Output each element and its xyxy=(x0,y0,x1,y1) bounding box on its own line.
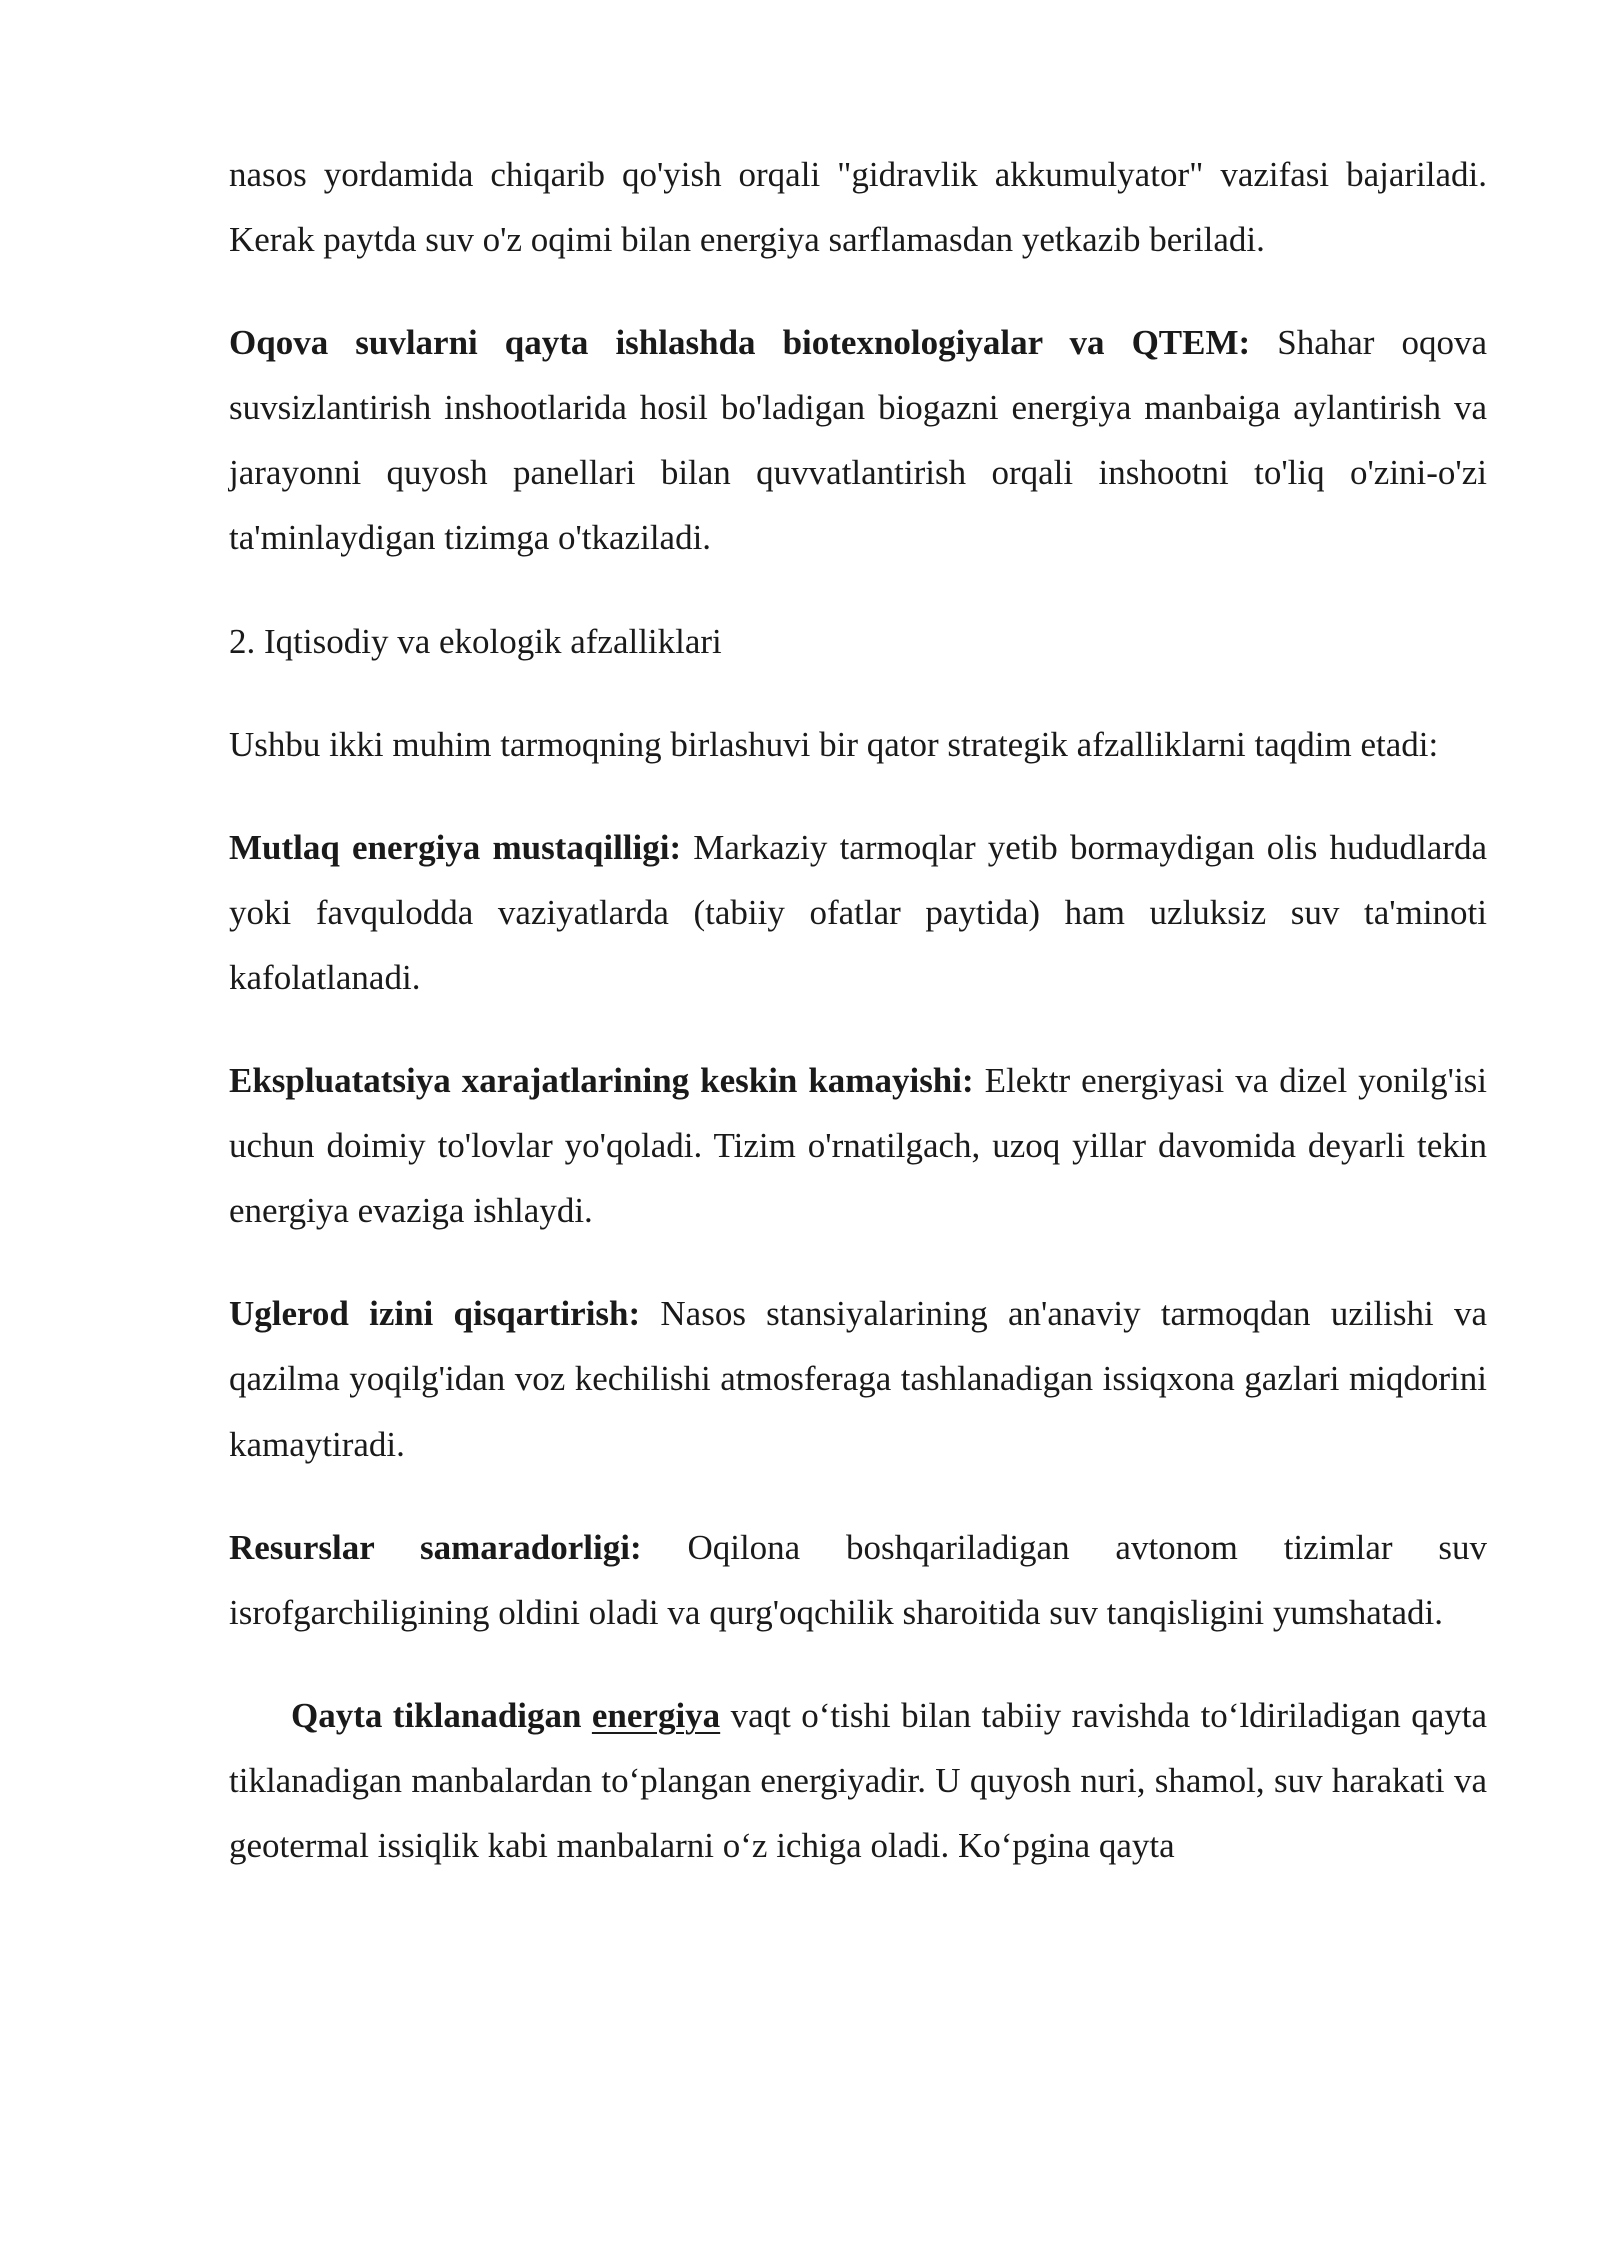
paragraph-energiya-mustaqilligi xyxy=(229,815,1487,1010)
paragraph-lead-bold: Ekspluatatsiya xarajatlarining keskin kamayishi: xyxy=(229,1061,974,1101)
paragraph-lead-bold: Mutlaq energiya mustaqilligi: xyxy=(229,827,682,867)
paragraph-oqova-suvlar xyxy=(229,310,1487,570)
paragraph-text: Elektr energiyasi va dizel yonilg'isi uchun doimiy to'lovlar yo'qoladi. Tizim o'rnatilgach, uzoq yillar davomida deyarli tekin energiya evaziga ishlaydi. xyxy=(229,1061,1488,1231)
paragraph-xarajatlar-kamayishi xyxy=(229,1048,1487,1243)
paragraph-text: Oqilona boshqariladigan avtonom tizimlar suv isrofgarchiligining oldini oladi va qurg'oqchilik sharoitida suv tanqisligini yumshatadi. xyxy=(229,1527,1487,1632)
paragraph-lead-bold: Resurslar samaradorligi: xyxy=(229,1527,642,1567)
paragraph-text: Shahar oqova suvsizlantirish inshootlarida hosil bo'ladigan biogazni energiya manbaiga aylantirish va jarayonni quyosh panellari bilan quvvatlantirish orqali inshootni to'liq o'zini-o'zi ta'minlaydigan tizimga o'tkaziladi. xyxy=(229,323,1487,558)
energiya-link[interactable]: energiya xyxy=(591,1695,721,1735)
paragraph-lead-bold: Qayta tiklanadigan xyxy=(291,1695,582,1735)
paragraph-text: nasos yordamida chiqarib qo'yish orqali "gidravlik akkumulyator" vazifasi bajariladi. Kerak paytda suv o'z oqimi bilan energiya sarflamasdan yetkazib beriladi. xyxy=(229,155,1487,260)
paragraph-text: Markaziy tarmoqlar yetib bormaydigan olis hududlarda yoki favqulodda vaziyatlarda (tabiiy ofatlar paytida) ham uzluksiz suv ta'minoti kafolatlanadi. xyxy=(229,827,1487,997)
paragraph-gidravlik-akkumulyator xyxy=(229,142,1487,272)
section-heading-text: 2. Iqtisodiy va ekologik afzalliklari xyxy=(229,621,722,661)
paragraph-text: vaqt oʻtishi bilan tabiiy ravishda toʻldiriladigan qayta tiklanadigan manbalardan toʻplangan energiyadir. U quyosh nuri, shamol, suv harakati va geotermal issiqlik kabi manbalarni oʻz ichiga oladi. Koʻpgina qayta xyxy=(229,1695,1488,1865)
paragraph-intro-afzalliklar xyxy=(229,712,1487,777)
paragraph-qayta-tiklanadigan-energiya xyxy=(229,1683,1487,1878)
paragraph-lead-bold: Uglerod izini qisqartirish: xyxy=(229,1294,641,1334)
section-heading-afzalliklar xyxy=(229,609,1487,674)
paragraph-resurslar-samaradorligi xyxy=(229,1515,1487,1645)
paragraph-text: Nasos stansiyalarining an'anaviy tarmoqdan uzilishi va qazilma yoqilg'idan voz kechilishi atmosferaga tashlanadigan issiqxona gazlari miqdorini kamaytiradi. xyxy=(229,1294,1487,1464)
paragraph-lead-bold: Oqova suvlarni qayta ishlashda biotexnologiyalar va QTEM: xyxy=(229,323,1251,363)
paragraph-text: Ushbu ikki muhim tarmoqning birlashuvi bir qator strategik afzalliklarni taqdim etadi: xyxy=(229,724,1439,764)
paragraph-uglerod-izi xyxy=(229,1281,1487,1476)
